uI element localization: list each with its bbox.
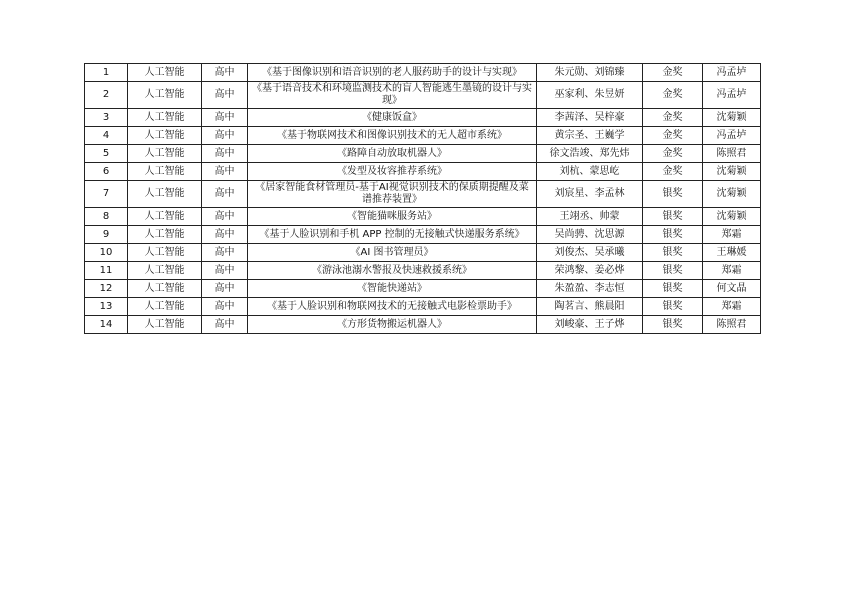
table-row xyxy=(85,298,761,316)
table-row xyxy=(85,145,761,163)
table-row xyxy=(85,280,761,298)
award-cell: 银奖 xyxy=(643,280,703,298)
level-cell: 高中 xyxy=(202,262,248,280)
row-number: 4 xyxy=(85,127,128,145)
category-cell: 人工智能 xyxy=(128,226,202,244)
category-cell: 人工智能 xyxy=(128,244,202,262)
project-title-cell: 《AI 图书管理员》 xyxy=(248,244,537,262)
level-cell: 高中 xyxy=(202,226,248,244)
row-number: 10 xyxy=(85,244,128,262)
level-cell: 高中 xyxy=(202,163,248,181)
category-cell: 人工智能 xyxy=(128,145,202,163)
students-cell: 陶茗言、熊晨阳 xyxy=(537,298,643,316)
award-cell: 银奖 xyxy=(643,226,703,244)
students-cell: 朱元勋、刘锦臻 xyxy=(537,64,643,82)
level-cell: 高中 xyxy=(202,181,248,208)
students-cell: 荣鸿黎、姜必烨 xyxy=(537,262,643,280)
row-number: 3 xyxy=(85,109,128,127)
category-cell: 人工智能 xyxy=(128,280,202,298)
row-number: 9 xyxy=(85,226,128,244)
students-cell: 刘俊杰、吴承曦 xyxy=(537,244,643,262)
teacher-cell: 王琳媛 xyxy=(703,244,761,262)
category-cell: 人工智能 xyxy=(128,262,202,280)
project-title-cell: 《居家智能食材管理员-基于AI视觉识别技术的保质期提醒及菜谱推荐装置》 xyxy=(248,181,537,208)
table-row xyxy=(85,244,761,262)
award-cell: 银奖 xyxy=(643,316,703,334)
category-cell: 人工智能 xyxy=(128,316,202,334)
project-title-cell: 《基于人脸识别和手机 APP 控制的无接触式快递服务系统》 xyxy=(248,226,537,244)
row-number: 8 xyxy=(85,208,128,226)
award-cell: 金奖 xyxy=(643,109,703,127)
students-cell: 巫家利、朱昱妍 xyxy=(537,82,643,109)
award-cell: 银奖 xyxy=(643,262,703,280)
award-cell: 银奖 xyxy=(643,244,703,262)
table-row xyxy=(85,109,761,127)
award-cell: 银奖 xyxy=(643,298,703,316)
category-cell: 人工智能 xyxy=(128,109,202,127)
teacher-cell: 陈照君 xyxy=(703,145,761,163)
row-number: 7 xyxy=(85,181,128,208)
category-cell: 人工智能 xyxy=(128,82,202,109)
project-title-cell: 《智能快递站》 xyxy=(248,280,537,298)
row-number: 11 xyxy=(85,262,128,280)
project-title-cell: 《基于图像识别和语音识别的老人服药助手的设计与实现》 xyxy=(248,64,537,82)
table-row xyxy=(85,226,761,244)
students-cell: 王翊丞、帅蒙 xyxy=(537,208,643,226)
award-cell: 金奖 xyxy=(643,64,703,82)
project-title-cell: 《路障自动放取机器人》 xyxy=(248,145,537,163)
teacher-cell: 郑霜 xyxy=(703,262,761,280)
teacher-cell: 郑霜 xyxy=(703,298,761,316)
students-cell: 黄宗圣、王巍学 xyxy=(537,127,643,145)
students-cell: 刘宸星、李孟林 xyxy=(537,181,643,208)
teacher-cell: 郑霜 xyxy=(703,226,761,244)
level-cell: 高中 xyxy=(202,244,248,262)
row-number: 5 xyxy=(85,145,128,163)
teacher-cell: 冯孟垆 xyxy=(703,127,761,145)
award-cell: 金奖 xyxy=(643,145,703,163)
category-cell: 人工智能 xyxy=(128,208,202,226)
project-title-cell: 《基于物联网技术和图像识别技术的无人超市系统》 xyxy=(248,127,537,145)
students-cell: 李茜泽、吴梓豪 xyxy=(537,109,643,127)
teacher-cell: 沈菊颖 xyxy=(703,208,761,226)
teacher-cell: 沈菊颖 xyxy=(703,163,761,181)
table-row xyxy=(85,262,761,280)
table-row xyxy=(85,64,761,82)
project-title-cell: 《基于人脸识别和物联网技术的无接触式电影检票助手》 xyxy=(248,298,537,316)
table-row xyxy=(85,181,761,208)
category-cell: 人工智能 xyxy=(128,181,202,208)
level-cell: 高中 xyxy=(202,82,248,109)
level-cell: 高中 xyxy=(202,298,248,316)
category-cell: 人工智能 xyxy=(128,127,202,145)
level-cell: 高中 xyxy=(202,280,248,298)
row-number: 6 xyxy=(85,163,128,181)
teacher-cell: 沈菊颖 xyxy=(703,109,761,127)
level-cell: 高中 xyxy=(202,127,248,145)
award-cell: 银奖 xyxy=(643,181,703,208)
teacher-cell: 冯孟垆 xyxy=(703,82,761,109)
award-cell: 金奖 xyxy=(643,82,703,109)
level-cell: 高中 xyxy=(202,316,248,334)
award-cell: 金奖 xyxy=(643,163,703,181)
awards-table xyxy=(84,63,761,334)
award-cell: 银奖 xyxy=(643,208,703,226)
awards-table-body xyxy=(85,64,761,334)
project-title-cell: 《方形货物搬运机器人》 xyxy=(248,316,537,334)
table-row xyxy=(85,127,761,145)
teacher-cell: 沈菊颖 xyxy=(703,181,761,208)
level-cell: 高中 xyxy=(202,64,248,82)
project-title-cell: 《智能猫咪服务站》 xyxy=(248,208,537,226)
table-row xyxy=(85,163,761,181)
category-cell: 人工智能 xyxy=(128,298,202,316)
level-cell: 高中 xyxy=(202,109,248,127)
students-cell: 吴尚骋、沈思源 xyxy=(537,226,643,244)
row-number: 12 xyxy=(85,280,128,298)
students-cell: 徐文浩竣、郑先炜 xyxy=(537,145,643,163)
teacher-cell: 何文晶 xyxy=(703,280,761,298)
project-title-cell: 《基于语音技术和环境监测技术的盲人智能逃生墨镜的设计与实现》 xyxy=(248,82,537,109)
project-title-cell: 《发型及妆容推荐系统》 xyxy=(248,163,537,181)
students-cell: 刘杭、蒙思屹 xyxy=(537,163,643,181)
teacher-cell: 陈照君 xyxy=(703,316,761,334)
table-row xyxy=(85,316,761,334)
category-cell: 人工智能 xyxy=(128,64,202,82)
level-cell: 高中 xyxy=(202,145,248,163)
row-number: 2 xyxy=(85,82,128,109)
project-title-cell: 《健康饭盒》 xyxy=(248,109,537,127)
row-number: 13 xyxy=(85,298,128,316)
teacher-cell: 冯孟垆 xyxy=(703,64,761,82)
row-number: 14 xyxy=(85,316,128,334)
category-cell: 人工智能 xyxy=(128,163,202,181)
award-cell: 金奖 xyxy=(643,127,703,145)
project-title-cell: 《游泳池溺水警报及快速救援系统》 xyxy=(248,262,537,280)
students-cell: 刘峻豪、王子烨 xyxy=(537,316,643,334)
row-number: 1 xyxy=(85,64,128,82)
table-row xyxy=(85,208,761,226)
students-cell: 朱盈盈、李志恒 xyxy=(537,280,643,298)
table-row xyxy=(85,82,761,109)
level-cell: 高中 xyxy=(202,208,248,226)
